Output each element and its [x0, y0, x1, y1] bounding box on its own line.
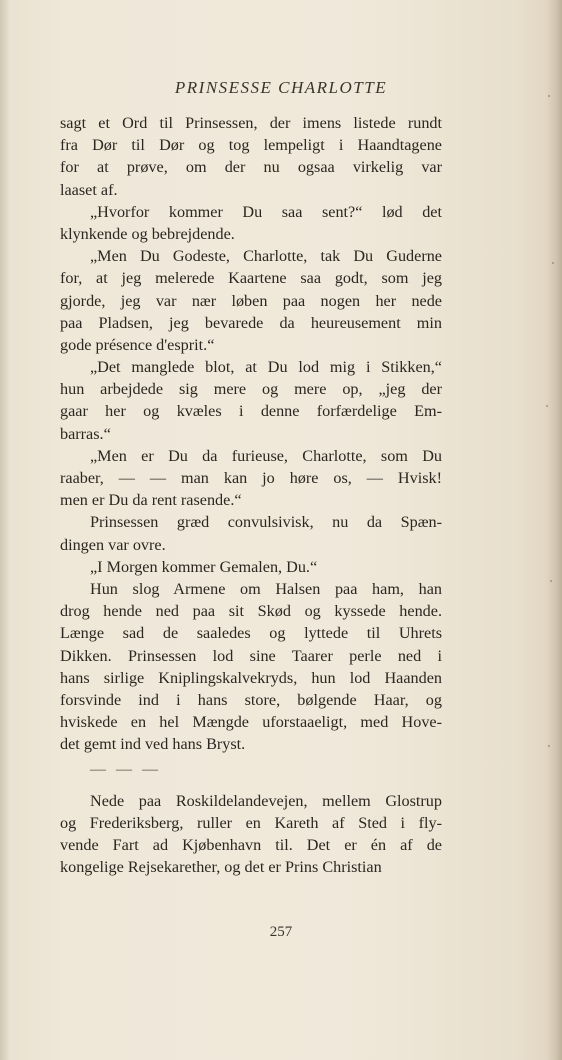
page-number: 257: [269, 924, 293, 940]
body-text: [60, 112, 442, 878]
text-line: og Frederiksberg, ruller en Kareth af Sted i fly-: [60, 813, 442, 832]
section-divider: — — —: [90, 761, 161, 779]
text-line: gjorde, jeg var nær løben paa nogen her nede: [60, 291, 442, 310]
text-line: hviskede en hel Mængde uforstaaeligt, med Hove-: [60, 713, 442, 732]
paragraph: [60, 578, 442, 756]
paragraph: [60, 356, 442, 445]
paragraph: [60, 245, 442, 356]
text-line: Længe sad de saaledes og lyttede til Uhrets: [60, 624, 442, 643]
paragraph: [60, 112, 442, 201]
text-line: Nede paa Roskildelandevejen, mellem Glostrup: [90, 791, 442, 810]
paper-speck: [552, 262, 554, 264]
page-gutter-shadow: [0, 0, 10, 1060]
paper-speck: [548, 745, 550, 747]
paragraph: [60, 511, 442, 555]
text-line: klynkende og bebrejdende.: [60, 224, 235, 243]
paper-speck: [546, 405, 548, 407]
text-line: raaber, — — man kan jo høre os, — Hvisk!: [60, 469, 442, 487]
text-line: „Hvorfor kommer Du saa sent?“ lød det: [90, 202, 442, 221]
text-line: „I Morgen kommer Gemalen, Du.“: [90, 557, 318, 576]
text-line: Dikken. Prinsessen lod sine Taarer perle ned i: [60, 646, 442, 665]
text-line: hans sirlige Kniplingskalvekryds, hun lod Haanden: [60, 668, 442, 687]
text-line: „Det manglede blot, at Du lod mig i Stikken,“: [90, 358, 442, 377]
paragraph: [60, 445, 442, 512]
text-line: dingen var ovre.: [60, 535, 166, 554]
paragraph: [60, 201, 442, 245]
text-line: men er Du da rent rasende.“: [60, 491, 242, 510]
text-line: „Men Du Godeste, Charlotte, tak Du Guderne: [90, 247, 442, 266]
text-line: gode présence d'esprit.“: [60, 335, 215, 354]
text-line: kongelige Rejsekarether, og det er Prins Christian: [60, 858, 382, 877]
text-line: „Men er Du da furieuse, Charlotte, som Du: [90, 446, 442, 465]
text-line: for at prøve, om der nu ogsaa virkelig var: [60, 158, 442, 177]
text-line: det gemt ind ved hans Bryst.: [60, 735, 246, 754]
running-title: PRINSESSE CHARLOTTE: [174, 78, 388, 97]
page-edge-shadow: [546, 0, 562, 1060]
text-line: fra Dør til Dør og tog lempeligt i Haandtagene: [60, 136, 442, 155]
text-line: laaset af.: [60, 180, 118, 199]
text-line: vende Fart ad Kjøbenhavn til. Det er én af de: [60, 836, 442, 854]
text-line: for, at jeg melerede Kaartene saa godt, som jeg: [60, 269, 442, 288]
paragraphs-after-divider: [60, 790, 442, 879]
paragraphs-before-divider: [60, 112, 442, 755]
text-line: gaar her og kvæles i denne forfærdelige Em-: [60, 402, 442, 421]
text-line: hun arbejdede sig mere og mere op, „jeg der: [60, 380, 442, 399]
text-line: paa Pladsen, jeg bevarede da heureusement min: [60, 313, 442, 332]
paper-speck: [550, 580, 552, 582]
text-line: drog hende ned paa sit Skød og kyssede hende.: [60, 602, 442, 621]
text-line: barras.“: [60, 424, 111, 443]
text-line: Prinsessen græd convulsivisk, nu da Spæn-: [90, 513, 442, 532]
paragraph: [60, 556, 442, 578]
text-line: sagt et Ord til Prinsessen, der imens listede rundt: [60, 114, 442, 132]
paper-speck: [548, 95, 550, 97]
text-line: forsvinde ind i hans store, bølgende Haar, og: [60, 690, 442, 709]
paragraph: [60, 790, 442, 879]
text-line: Hun slog Armene om Halsen paa ham, han: [90, 579, 442, 598]
